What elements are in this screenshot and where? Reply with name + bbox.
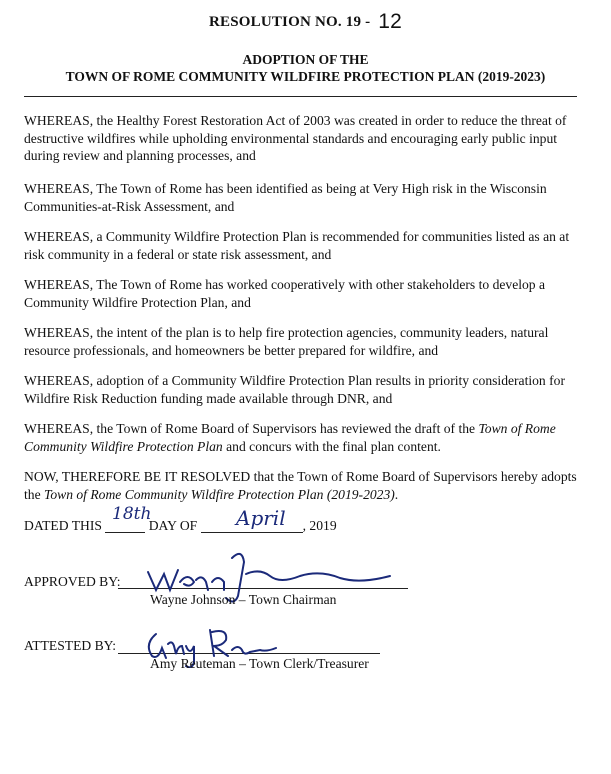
whereas-paragraph-1: WHEREAS, the Healthy Forest Restoration Act of 2003 was created in order to reduce the threat of destructive wildfires while upholding environmental standards and encouraging early public input during review and planning processes, and bbox=[24, 113, 567, 163]
whereas-paragraph-2: WHEREAS, The Town of Rome has been identified as being at Very High risk in the Wisconsin Communities-at-Risk Assessment, and bbox=[24, 181, 547, 214]
month-handwritten: April bbox=[236, 506, 286, 530]
header-divider bbox=[24, 96, 577, 97]
whereas-paragraph-4: WHEREAS, The Town of Rome has worked cooperatively with other stakeholders to develop a Community Wildfire Protection Plan, and bbox=[24, 277, 546, 310]
approved-by-label: APPROVED BY: bbox=[24, 574, 121, 589]
whereas-7-plan-title: Town of Rome Community Wildfire Protection Plan bbox=[24, 421, 556, 454]
whereas-7-text: WHEREAS, the Town of Rome Board of Supervisors has reviewed the draft of the bbox=[24, 421, 479, 436]
resolved-plan-title: Town of Rome Community Wildfire Protection Plan (2019-2023) bbox=[44, 486, 395, 502]
dated-this-label: DATED THIS bbox=[24, 518, 102, 533]
year-label: , 2019 bbox=[302, 518, 337, 533]
day-handwritten: 18th bbox=[112, 504, 152, 524]
attested-caption: Amy Reuteman – Town Clerk/Treasurer bbox=[150, 656, 369, 671]
whereas-paragraph-5: WHEREAS, the intent of the plan is to help fire protection agencies, community leaders, natural resource professionals, and homeowners be better prepared for wildfire, and bbox=[24, 325, 549, 358]
approved-caption: Wayne Johnson – Town Chairman bbox=[150, 592, 337, 607]
title-line-1: ADOPTION OF THE bbox=[242, 52, 369, 67]
resolution-number bbox=[0, 10, 611, 34]
resolved-text: NOW, THEREFORE BE IT RESOLVED that the Town of Rome Board of Supervisors hereby adopts the bbox=[24, 469, 577, 502]
title-line-2: TOWN OF ROME COMMUNITY WILDFIRE PROTECTION PLAN (2019-2023) bbox=[65, 69, 546, 84]
resolution-number-handwritten: 12 bbox=[378, 10, 403, 33]
resolution-prefix: RESOLUTION NO. 19 - bbox=[208, 14, 371, 30]
whereas-paragraph-3: WHEREAS, a Community Wildfire Protection Plan is recommended for communities listed as an at risk community in a federal or state risk assessment, and bbox=[24, 229, 570, 262]
resolved-text-end: . bbox=[394, 486, 399, 502]
dated-line bbox=[24, 517, 337, 534]
day-of-label: DAY OF bbox=[148, 518, 198, 533]
whereas-paragraph-7 bbox=[24, 420, 584, 455]
attested-by-label: ATTESTED BY: bbox=[24, 638, 117, 653]
whereas-7-text-end: and concurs with the final plan content. bbox=[222, 438, 441, 454]
resolved-paragraph bbox=[24, 468, 584, 503]
whereas-paragraph-6: WHEREAS, adoption of a Community Wildfire Protection Plan results in priority consideration for Wildfire Risk Reduction funding made available through DNR, and bbox=[24, 373, 565, 406]
